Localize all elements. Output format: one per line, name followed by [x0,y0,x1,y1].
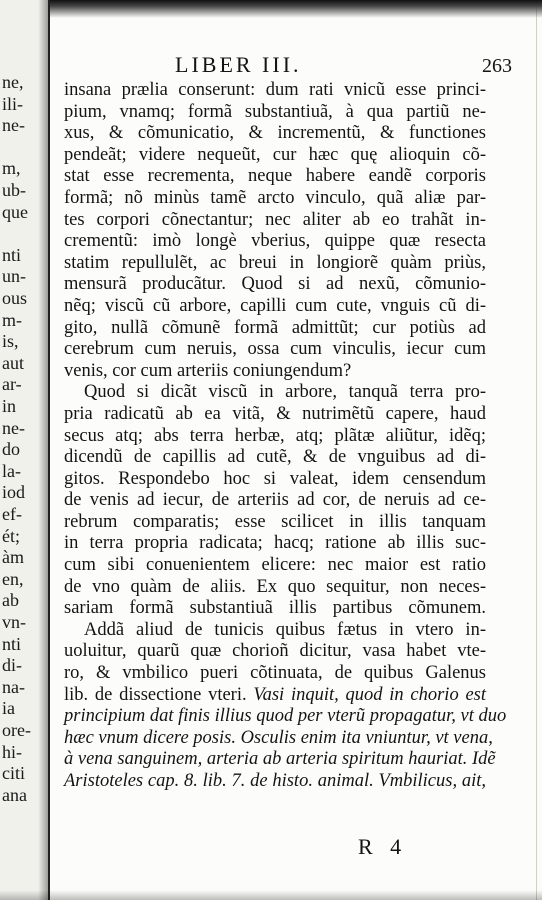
page-bottom-edge [0,890,542,900]
facing-page-edge [0,0,50,900]
facing-page-fragment: ét; [2,525,20,546]
facing-page-fragment: iod [2,482,26,503]
text-line: à vena sanguinem, arteria ab arteria spiritum hauriat. Idẽ [64,749,496,770]
facing-page-fragment: àm [2,547,24,568]
facing-page-fragment: ef- [2,504,22,524]
facing-page-fragment: in [2,396,17,416]
text-line: Aristoteles cap. 8. lib. 7. de histo. animal. Vmbilicus, ait, [64,771,486,791]
gutter-shadow [38,0,48,900]
facing-page-fragment: ar- [2,374,22,395]
facing-page-fragment: ne, [2,72,24,92]
facing-page-fragment: ab [2,590,19,611]
text-line: uoluitur, quarũ quæ chorioñ dicitur, vasa habet vte- [64,641,486,662]
text-line: cum sibi conuenientem elicere: nec maior est ratio [64,555,486,576]
facing-page-fragment: la- [2,460,21,481]
text-line: Addã aliud de tunicis quibus fætus in vtero in- [84,619,486,640]
text-line: de venis ad iecur, de arteriis ad cor, de neruis ad ce- [64,490,486,511]
facing-page-fragment: m, [2,158,21,179]
text-line: mensurã producãtur. Quod si ad nexũ, cõmunio- [64,274,486,295]
facing-page-fragment: un- [2,266,26,287]
facing-page-fragment: que [2,201,28,222]
facing-page-fragment: ous [2,288,28,308]
text-line: principium dat finis illius quod per vterũ propagatur, vt duo [64,706,507,727]
text-line: pium, vnamq; formã substantiuã, à qua partiũ ne- [64,101,486,122]
text-line: Quod si dicãt viscũ in arbore, tanquã terra pro- [84,382,486,403]
facing-page-fragment: do [2,439,20,460]
text-line: insana prælia conserunt: dum rati vnicũ esse princi- [64,80,486,100]
facing-page-fragment: aut [2,352,24,373]
text-block [64,80,507,793]
facing-page-fragment: en, [2,568,24,589]
facing-page-fragment: citi [2,763,25,784]
text-line: pria radicatũ ab ea vitã, & nutrimẽtũ capere, haud [64,403,486,424]
facing-page-fragment: na- [2,676,25,697]
text-line: crementũ: imò longè vberius, quippe quæ resecta [64,231,486,252]
facing-page-fragment: nti [2,633,22,654]
text-line: gitos. Respondebo hoc si valeat, idem censendum [64,468,486,489]
facing-page-fragment: ne- [2,417,25,438]
facing-page-fragment: ia [2,698,15,719]
facing-page-fragment: ana [2,784,27,805]
text-line: ro, & vmbilico pueri cõtinuata, de quibus Galenus [64,663,486,684]
text-line: statim repullulẽt, ac breui in longiorẽ quàm priùs, [64,252,486,273]
text-line: secus atq; abs terra herbæ, atq; plãtæ aliũtur, idẽq; [64,425,486,446]
text-line: hæc vnum dicere posis. Osculis enim ita vniuntur, vt vena, [64,727,493,748]
text-line: xus, & cõmunicatio, & incrementũ, & functiones [64,123,486,144]
text-line: stat esse recrementa, neque habere eandẽ corporis [64,166,486,187]
text-line: dicendũ de capillis ad cutẽ, & de vnguibus ad di- [64,447,486,468]
text-italic: Vasi inquit, quod in chorio est [253,684,486,705]
facing-page-fragment: m- [2,309,22,330]
text-line: rebrum comparatis; esse scilicet in illis tanquam [64,511,486,532]
facing-page-fragment: ne- [2,115,25,136]
text-line: cerebrum cum neruis, ossa cum vinculis, iecur cum [64,339,486,360]
signature-mark: R 4 [358,834,408,859]
facing-page-fragment: ili- [2,93,23,114]
text-line: gito, nullã cõmunẽ formã admittũt; cur potiùs ad [64,317,486,338]
facing-page-fragment: di- [2,655,22,676]
page-number: 263 [482,55,512,77]
text-line: formã; nõ minùs tamẽ arcto vinculo, quã aliæ par- [64,187,486,208]
page-top-edge [50,0,542,18]
text-line: nẽq; viscũ cũ arbore, capilli cum cute, vnguis cũ di- [64,295,486,316]
text-roman: lib. de dissectione vteri. [64,684,254,705]
facing-page-fragment: ore- [2,720,31,740]
facing-page-fragment: ub- [2,180,26,200]
text-line [64,685,486,707]
text-line: de vno quàm de aliis. Ex quo sequitur, non neces- [64,576,486,597]
text-line: sariam formã substantiuã illis partibus cõmunem. [64,598,486,619]
facing-page-fragment: hi- [2,741,22,762]
facing-page-fragment: is, [2,331,19,352]
text-line: venis, cor cum arteriis coniungendum? [64,360,352,381]
facing-page-fragment: nti [2,244,22,265]
text-line: pendeãt; videre nequeũt, cur hæc quę alioquin cõ- [64,144,486,165]
text-line: in terra propria radicata; hacq; ratione ab illis suc- [64,533,486,554]
facing-page-fragment: vn- [2,612,26,632]
running-head: LIBER III. [175,52,302,77]
text-line: tes corpori cõnectantur; nec aliter ab eo trahãt in- [64,209,486,230]
